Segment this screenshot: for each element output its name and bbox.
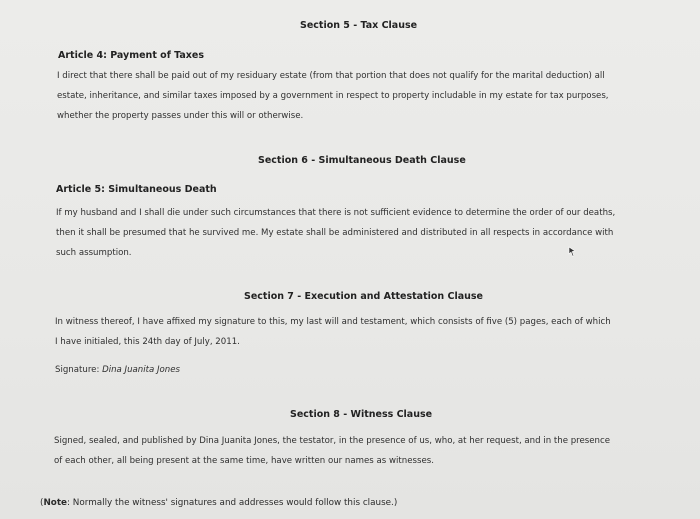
witness-paragraph: [54, 431, 610, 471]
section-6-heading: Section 6 - Simultaneous Death Clause: [258, 155, 466, 166]
signature-name: Dina Juanita Jones: [102, 365, 180, 375]
paragraph-line: whether the property passes under this will or otherwise.: [57, 111, 304, 121]
paragraph-line: of each other, all being present at the same time, have written our names as witnesses.: [54, 456, 434, 466]
paragraph-line: Signed, sealed, and published by Dina Juanita Jones, the testator, in the presence of us, who, at her request, and in the presence: [54, 436, 611, 446]
note-line: [40, 498, 397, 508]
paragraph-line: If my husband and I shall die under such circumstances that there is not sufficient evidence to determine the order of our deaths,: [56, 208, 616, 218]
article-5-title: Article 5: Simultaneous Death: [56, 184, 217, 195]
note-label: Note: [43, 498, 68, 508]
section-5-heading: Section 5 - Tax Clause: [300, 20, 418, 31]
article-4-title: Article 4: Payment of Taxes: [58, 50, 205, 61]
paragraph-line: I direct that there shall be paid out of my residuary estate (from that portion that does not qualify for the marital deduction) all: [57, 71, 605, 81]
paragraph-line: such assumption.: [56, 248, 132, 258]
section-8-heading: Section 8 - Witness Clause: [290, 409, 433, 420]
paragraph-line: In witness thereof, I have affixed my signature to this, my last will and testament, which consists of five (5) pages, each of which: [55, 317, 611, 327]
signature-label: Signature:: [55, 365, 100, 375]
article-5-paragraph: [56, 203, 615, 263]
paragraph-line: then it shall be presumed that he survived me. My estate shall be administered and distributed in all respects in accordance with: [56, 228, 614, 238]
paragraph-line: estate, inheritance, and similar taxes imposed by a government in respect to property includable in my estate for tax purposes,: [57, 91, 609, 101]
signature-line: [55, 365, 180, 375]
note-open-paren: (: [40, 498, 44, 508]
section-7-heading: Section 7 - Execution and Attestation Clause: [244, 291, 483, 302]
execution-paragraph: [55, 312, 611, 352]
article-4-paragraph: [57, 66, 609, 126]
mouse-pointer-icon: [567, 246, 577, 258]
paragraph-line: I have initialed, this 24th day of July, 2011.: [55, 337, 240, 347]
note-text: : Normally the witness' signatures and addresses would follow this clause.): [67, 498, 398, 508]
